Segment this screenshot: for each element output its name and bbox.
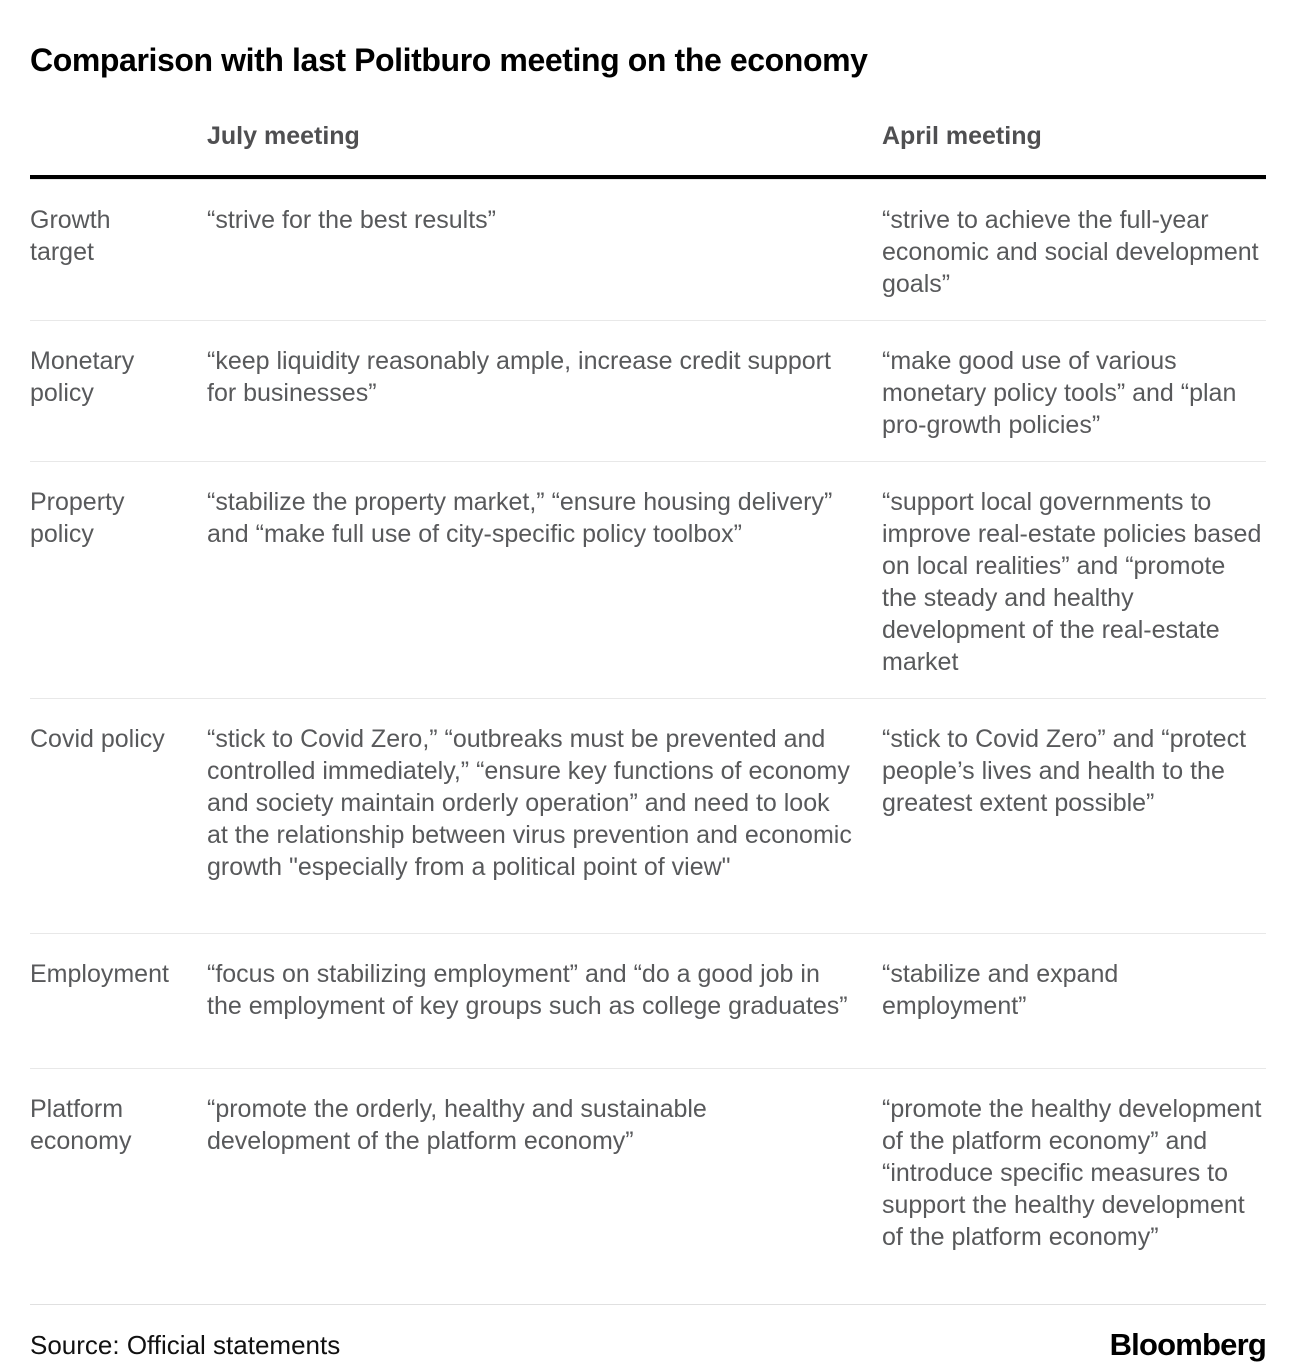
footer (30, 1304, 1266, 1370)
row-label: Property policy (30, 488, 125, 548)
page-title: Comparison with last Politburo meeting on the economy (30, 42, 868, 78)
april-cell: “stabilize and expand employment” (882, 960, 1119, 1020)
column-header-april: April meeting (882, 122, 1042, 150)
july-cell: “strive for the best results” (207, 206, 496, 234)
table-row-growth-target (30, 179, 1266, 320)
table-row-platform-economy (30, 1068, 1266, 1304)
april-cell: “stick to Covid Zero” and “protect people’s lives and health to the greatest extent possible” (882, 725, 1247, 817)
table-row-monetary-policy (30, 320, 1266, 461)
source-label: Source: Official statements (30, 1329, 341, 1360)
april-cell: “make good use of various monetary policy tools” and “plan pro-growth policies” (882, 347, 1237, 439)
row-label: Employment (30, 960, 169, 988)
row-label: Covid policy (30, 725, 165, 753)
table-row-covid-policy (30, 698, 1266, 933)
july-cell: “stabilize the property market,” “ensure housing delivery” and “make full use of city-specific policy toolbox” (207, 488, 833, 548)
row-label: Platform economy (30, 1095, 132, 1155)
column-header-empty (30, 122, 207, 151)
april-cell: “support local governments to improve real-estate policies based on local realities” and “promote the steady and healthy development of the real-estate market (882, 488, 1262, 676)
july-cell: “stick to Covid Zero,” “outbreaks must be prevented and controlled immediately,” “ensure key functions of economy and society maintain orderly operation” and need to look at the relationship between virus prevention and economic growth "especially from a political point of view" (207, 725, 852, 881)
row-label: Monetary policy (30, 347, 135, 407)
july-cell: “focus on stabilizing employment” and “do a good job in the employment of key groups such as college graduates” (207, 960, 848, 1020)
row-label: Growth target (30, 206, 111, 266)
july-cell: “promote the orderly, healthy and sustainable development of the platform economy” (207, 1095, 707, 1155)
bloomberg-logo: Bloomberg (1109, 1327, 1266, 1362)
july-cell: “keep liquidity reasonably ample, increase credit support for businesses” (207, 347, 831, 407)
column-header-july: July meeting (207, 122, 360, 150)
april-cell: “strive to achieve the full-year economic and social development goals” (882, 206, 1259, 298)
table-row-property-policy (30, 461, 1266, 698)
table-row-employment (30, 933, 1266, 1068)
column-header-row (30, 122, 1266, 151)
april-cell: “promote the healthy development of the platform economy” and “introduce specific measures to support the healthy development of the platform economy” (882, 1095, 1262, 1251)
